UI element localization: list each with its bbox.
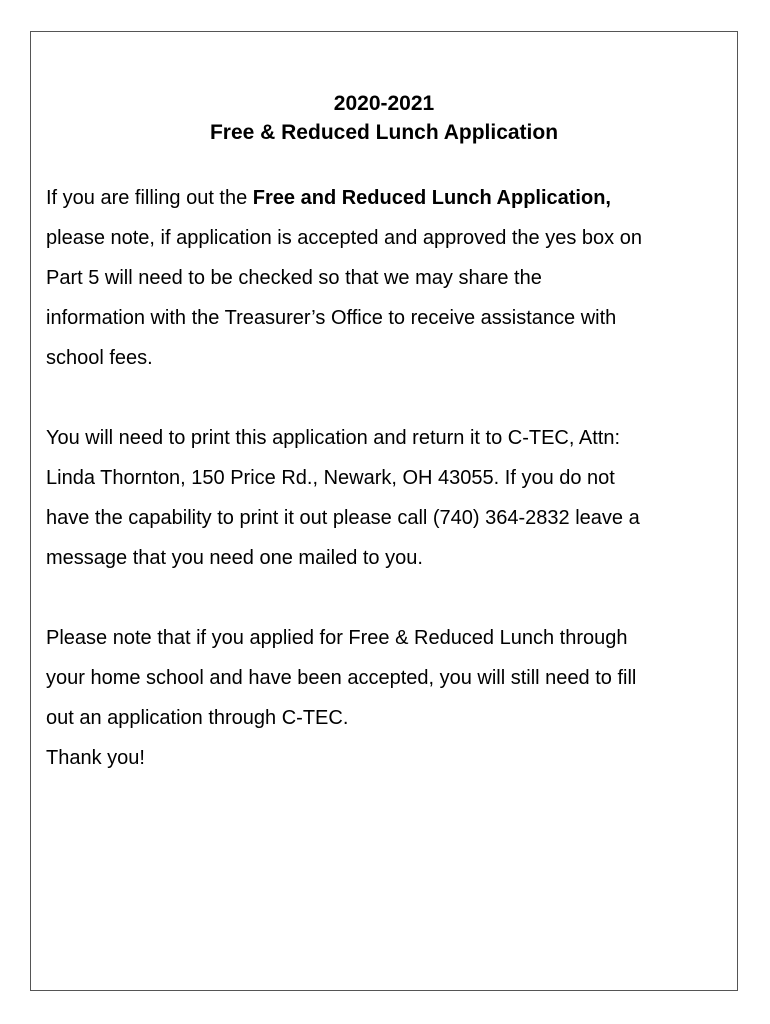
paragraph1-line2: please note, if application is accepted and approved the yes box on xyxy=(46,227,642,249)
paragraph3-line1: Please note that if you applied for Free & Reduced Lunch through xyxy=(46,627,628,649)
document-body xyxy=(46,178,736,778)
paragraph-print-instructions xyxy=(46,418,736,578)
paragraph3-line2: your home school and have been accepted, you will still need to fill xyxy=(46,667,637,689)
title-main: Free & Reduced Lunch Application xyxy=(209,121,559,144)
paragraph2-line1: You will need to print this application and return it to C-TEC, Attn: xyxy=(46,427,621,449)
paragraph2-line4: message that you need one mailed to you. xyxy=(46,547,423,569)
closing-thank-you: Thank you! xyxy=(46,747,145,769)
paragraph2-line3: have the capability to print it out please call (740) 364-2832 leave a xyxy=(46,507,640,529)
paragraph1-bold-application: Free and Reduced Lunch Application, xyxy=(252,187,611,209)
paragraph-home-school-note xyxy=(46,618,736,738)
paragraph2-line2: Linda Thornton, 150 Price Rd., Newark, OH 43055. If you do not xyxy=(46,467,615,489)
title-year: 2020-2021 xyxy=(333,92,435,115)
paragraph1-line4: information with the Treasurer’s Office to receive assistance with xyxy=(46,307,617,329)
paragraph-filling-instructions xyxy=(46,178,736,378)
paragraph1-line5: school fees. xyxy=(46,347,153,369)
paragraph1-intro: If you are filling out the xyxy=(46,187,253,209)
paragraph1-line3: Part 5 will need to be checked so that we may share the xyxy=(46,267,542,289)
paragraph3-line3: out an application through C-TEC. xyxy=(46,707,349,729)
page-title xyxy=(30,89,738,147)
